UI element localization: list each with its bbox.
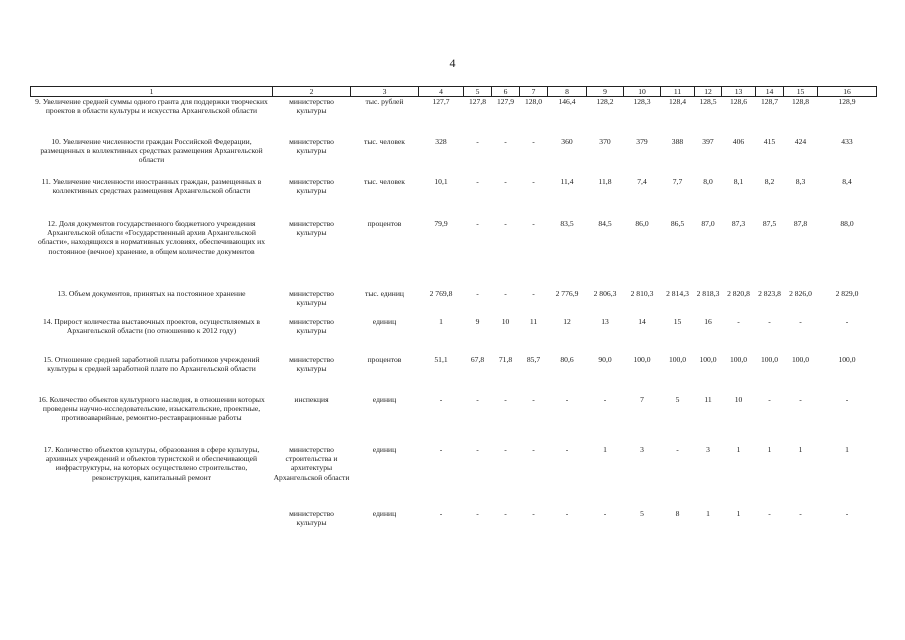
- value-cell: 71,8: [498, 354, 513, 364]
- value-cell: 128,4: [668, 97, 687, 106]
- table-row: [31, 509, 877, 539]
- responsible-cell: министерство культуры: [289, 354, 334, 373]
- value-cell: 1: [767, 444, 772, 454]
- value-cell: -: [845, 316, 849, 326]
- value-cell: 8,0: [703, 176, 713, 186]
- responsible-cell: министерство культуры: [289, 508, 334, 527]
- value-cell: 146,4: [558, 97, 576, 106]
- unit-cell: единиц: [372, 508, 397, 518]
- value-cell: 2 776,9: [555, 288, 579, 298]
- value-cell: 100,0: [838, 354, 856, 364]
- value-cell: 2 769,8: [429, 288, 453, 298]
- indicator-cell: 12. Доля документов государственного бюджетного учреждения Архангельской области «Государственный архив Архангельской области», находящихся в нормативных условиях, обеспечивающих их постоянное (вечное) хранение, в общем количестве документов: [38, 218, 265, 256]
- value-cell: -: [476, 218, 479, 228]
- table-row: [31, 445, 877, 509]
- unit-cell: тыс. человек: [364, 176, 405, 186]
- value-cell: 2 806,3: [593, 288, 617, 298]
- value-cell: 3: [706, 444, 710, 454]
- unit-cell: процентов: [367, 354, 402, 364]
- value-cell: 100,0: [699, 354, 717, 364]
- value-cell: 8,3: [795, 176, 806, 186]
- unit-cell: единиц: [372, 444, 397, 454]
- value-cell: -: [532, 394, 535, 404]
- value-cell: -: [504, 444, 507, 454]
- value-cell: -: [565, 444, 569, 454]
- value-cell: 424: [794, 136, 807, 146]
- header-cell: 4: [419, 87, 464, 97]
- responsible-cell: министерство культуры: [289, 316, 334, 335]
- header-cell: 8: [548, 87, 587, 97]
- indicator-cell: 13. Объем документов, принятых на постоянное хранение: [57, 288, 246, 298]
- value-cell: 1: [736, 444, 741, 454]
- value-cell: -: [799, 508, 802, 518]
- indicator-cell: 9. Увеличение средней суммы одного гранта для поддержки творческих проектов в области культуры и искусства Архангельской области: [35, 97, 268, 116]
- indicator-cell: 16. Количество объектов культурного наследия, в отношении которых проведены научно-исследовательские, изыскательские, проектные, противоаварийные, ремонтно-реставрационные работы: [38, 394, 265, 423]
- value-cell: 128,5: [699, 97, 717, 106]
- value-cell: -: [476, 444, 479, 454]
- value-cell: -: [504, 218, 507, 228]
- value-cell: 379: [636, 136, 648, 146]
- header-row: [31, 87, 877, 97]
- header-cell: 9: [587, 87, 624, 97]
- value-cell: 88,0: [840, 218, 854, 228]
- value-cell: -: [504, 136, 507, 146]
- value-cell: 433: [841, 136, 853, 146]
- value-cell: -: [439, 508, 443, 518]
- value-cell: 10: [501, 316, 510, 326]
- value-cell: -: [532, 218, 535, 228]
- value-cell: 87,0: [701, 218, 715, 228]
- indicator-cell: 17. Количество объектов культуры, образования в сфере культуры, архивных учреждений и объектов туристской и обеспечивающей инфраструктуры, на которых осуществлено строительство, реконструкция, капитальный ремонт: [43, 444, 260, 482]
- value-cell: 3: [640, 444, 644, 454]
- value-cell: -: [799, 394, 802, 404]
- value-cell: 11,4: [560, 176, 574, 186]
- value-cell: 2 810,3: [630, 288, 654, 298]
- value-cell: 127,7: [432, 97, 450, 106]
- header-cell: 7: [520, 87, 548, 97]
- value-cell: -: [476, 136, 479, 146]
- value-cell: 100,0: [729, 354, 748, 364]
- unit-cell: тыс. единиц: [365, 288, 404, 298]
- value-cell: 85,7: [526, 354, 541, 364]
- value-cell: -: [476, 508, 479, 518]
- value-cell: 388: [671, 136, 684, 146]
- header-cell: 16: [818, 87, 877, 97]
- value-cell: 87,5: [762, 218, 777, 228]
- value-cell: 1: [706, 508, 710, 518]
- value-cell: -: [845, 394, 849, 404]
- value-cell: -: [532, 288, 535, 298]
- responsible-cell: министерство культуры: [289, 218, 334, 237]
- value-cell: 2 814,3: [666, 288, 689, 298]
- value-cell: 100,0: [668, 354, 687, 364]
- unit-cell: процентов: [367, 218, 402, 228]
- indicator-cell: 10. Увеличение численности граждан Российской Федерации, размещенных в коллективных средствах размещения Архангельской области: [40, 136, 263, 165]
- header-cell: 6: [492, 87, 520, 97]
- value-cell: 80,6: [560, 354, 574, 364]
- value-cell: 2 829,0: [835, 288, 859, 298]
- value-cell: 1: [736, 508, 741, 518]
- value-cell: 360: [561, 136, 573, 146]
- value-cell: 128,3: [633, 97, 651, 106]
- header-cell: 5: [464, 87, 492, 97]
- value-cell: 128,2: [596, 97, 614, 106]
- value-cell: 10: [734, 394, 743, 404]
- value-cell: -: [504, 394, 507, 404]
- value-cell: 100,0: [633, 354, 651, 364]
- value-cell: 1: [439, 316, 443, 326]
- header-cell: 12: [695, 87, 722, 97]
- value-cell: 128,8: [791, 97, 810, 106]
- value-cell: 5: [675, 394, 680, 404]
- value-cell: 128,7: [760, 97, 779, 106]
- value-cell: -: [476, 394, 479, 404]
- indicators-table: [30, 86, 877, 539]
- value-cell: 11,8: [598, 176, 612, 186]
- value-cell: 127,8: [468, 97, 487, 106]
- value-cell: 16: [704, 316, 712, 326]
- value-cell: 128,9: [838, 97, 856, 106]
- value-cell: 8: [675, 508, 680, 518]
- responsible-cell: инспекция: [294, 394, 329, 404]
- value-cell: -: [532, 508, 535, 518]
- value-cell: 2 823,8: [758, 288, 781, 298]
- value-cell: -: [676, 444, 679, 454]
- value-cell: 67,8: [470, 354, 485, 364]
- value-cell: 87,8: [793, 218, 808, 228]
- value-cell: 100,0: [760, 354, 779, 364]
- responsible-cell: министерство строительства и архитектуры Архангельской области: [273, 444, 350, 482]
- value-cell: -: [532, 176, 535, 186]
- value-cell: -: [603, 394, 607, 404]
- value-cell: 11: [704, 394, 712, 404]
- value-cell: -: [504, 508, 507, 518]
- value-cell: -: [768, 394, 771, 404]
- value-cell: 8,2: [764, 176, 775, 186]
- unit-cell: единиц: [372, 316, 397, 326]
- value-cell: 1: [603, 444, 607, 454]
- value-cell: 397: [702, 136, 714, 146]
- unit-cell: тыс. человек: [364, 136, 405, 146]
- table-row: [31, 289, 877, 317]
- value-cell: 128,0: [524, 97, 543, 106]
- value-cell: 51,1: [434, 354, 448, 364]
- value-cell: 79,9: [434, 218, 448, 228]
- value-cell: 2 820,8: [727, 288, 750, 298]
- header-cell: 2: [273, 87, 351, 97]
- unit-cell: единиц: [372, 394, 397, 404]
- responsible-cell: министерство культуры: [289, 176, 334, 195]
- value-cell: 13: [601, 316, 609, 326]
- value-cell: 370: [599, 136, 611, 146]
- value-cell: 86,0: [635, 218, 649, 228]
- value-cell: -: [504, 176, 507, 186]
- value-cell: 90,0: [598, 354, 612, 364]
- value-cell: -: [565, 508, 569, 518]
- value-cell: -: [532, 136, 535, 146]
- value-cell: 328: [435, 136, 447, 146]
- value-cell: 87,3: [731, 218, 746, 228]
- table-row: [31, 177, 877, 219]
- header-cell: 13: [722, 87, 756, 97]
- value-cell: -: [737, 316, 740, 326]
- value-cell: -: [504, 288, 507, 298]
- value-cell: -: [476, 288, 479, 298]
- value-cell: -: [799, 316, 802, 326]
- responsible-cell: министерство культуры: [289, 97, 334, 116]
- value-cell: 7,4: [637, 176, 647, 186]
- unit-cell: тыс. рублей: [365, 97, 404, 106]
- value-cell: 12: [563, 316, 571, 326]
- value-cell: 14: [638, 316, 646, 326]
- value-cell: 5: [640, 508, 644, 518]
- value-cell: 2 818,3: [696, 288, 720, 298]
- value-cell: -: [603, 508, 607, 518]
- value-cell: 406: [732, 136, 745, 146]
- header-cell: 1: [31, 87, 273, 97]
- value-cell: 84,5: [598, 218, 612, 228]
- value-cell: 1: [845, 444, 849, 454]
- table-row: [31, 317, 877, 355]
- value-cell: -: [565, 394, 569, 404]
- value-cell: 9: [475, 316, 480, 326]
- value-cell: 1: [798, 444, 803, 454]
- page-number: 4: [449, 56, 456, 70]
- value-cell: 86,5: [670, 218, 685, 228]
- value-cell: -: [768, 508, 771, 518]
- value-cell: 15: [673, 316, 682, 326]
- table-row: [31, 355, 877, 395]
- header-cell: 3: [351, 87, 419, 97]
- header-cell: 15: [784, 87, 818, 97]
- header-cell: 10: [624, 87, 661, 97]
- value-cell: 11: [529, 316, 538, 326]
- indicator-cell: 11. Увеличение численности иностранных граждан, размещенных в коллективных средствах размещения Архангельской области: [41, 176, 262, 195]
- table-row: [31, 137, 877, 177]
- value-cell: 2 826,0: [789, 288, 812, 298]
- value-cell: -: [768, 316, 771, 326]
- value-cell: 100,0: [791, 354, 810, 364]
- responsible-cell: министерство культуры: [289, 136, 334, 155]
- responsible-cell: министерство культуры: [289, 288, 334, 307]
- value-cell: -: [439, 444, 443, 454]
- indicator-cell: [31, 509, 273, 539]
- table-row: [31, 219, 877, 289]
- value-cell: 7,7: [672, 176, 683, 186]
- value-cell: -: [845, 508, 849, 518]
- header-cell: 14: [756, 87, 784, 97]
- indicator-cell: 14. Прирост количества выставочных проектов, осуществляемых в Архангельской области (по отношению к 2012 году): [42, 316, 261, 335]
- value-cell: 8,4: [842, 176, 852, 186]
- header-cell: 11: [661, 87, 695, 97]
- value-cell: -: [439, 394, 443, 404]
- table-row: [31, 395, 877, 445]
- value-cell: 8,1: [733, 176, 744, 186]
- indicator-cell: 15. Отношение средней заработной платы работников учреждений культуры к средней заработной плате по Архангельской области: [43, 354, 260, 373]
- value-cell: 127,9: [496, 97, 515, 106]
- value-cell: -: [532, 444, 535, 454]
- value-cell: 83,5: [560, 218, 574, 228]
- value-cell: 7: [640, 394, 644, 404]
- table-row: [31, 97, 877, 137]
- value-cell: 415: [763, 136, 776, 146]
- value-cell: 10,1: [434, 176, 448, 186]
- value-cell: 128,6: [729, 97, 748, 106]
- value-cell: -: [476, 176, 479, 186]
